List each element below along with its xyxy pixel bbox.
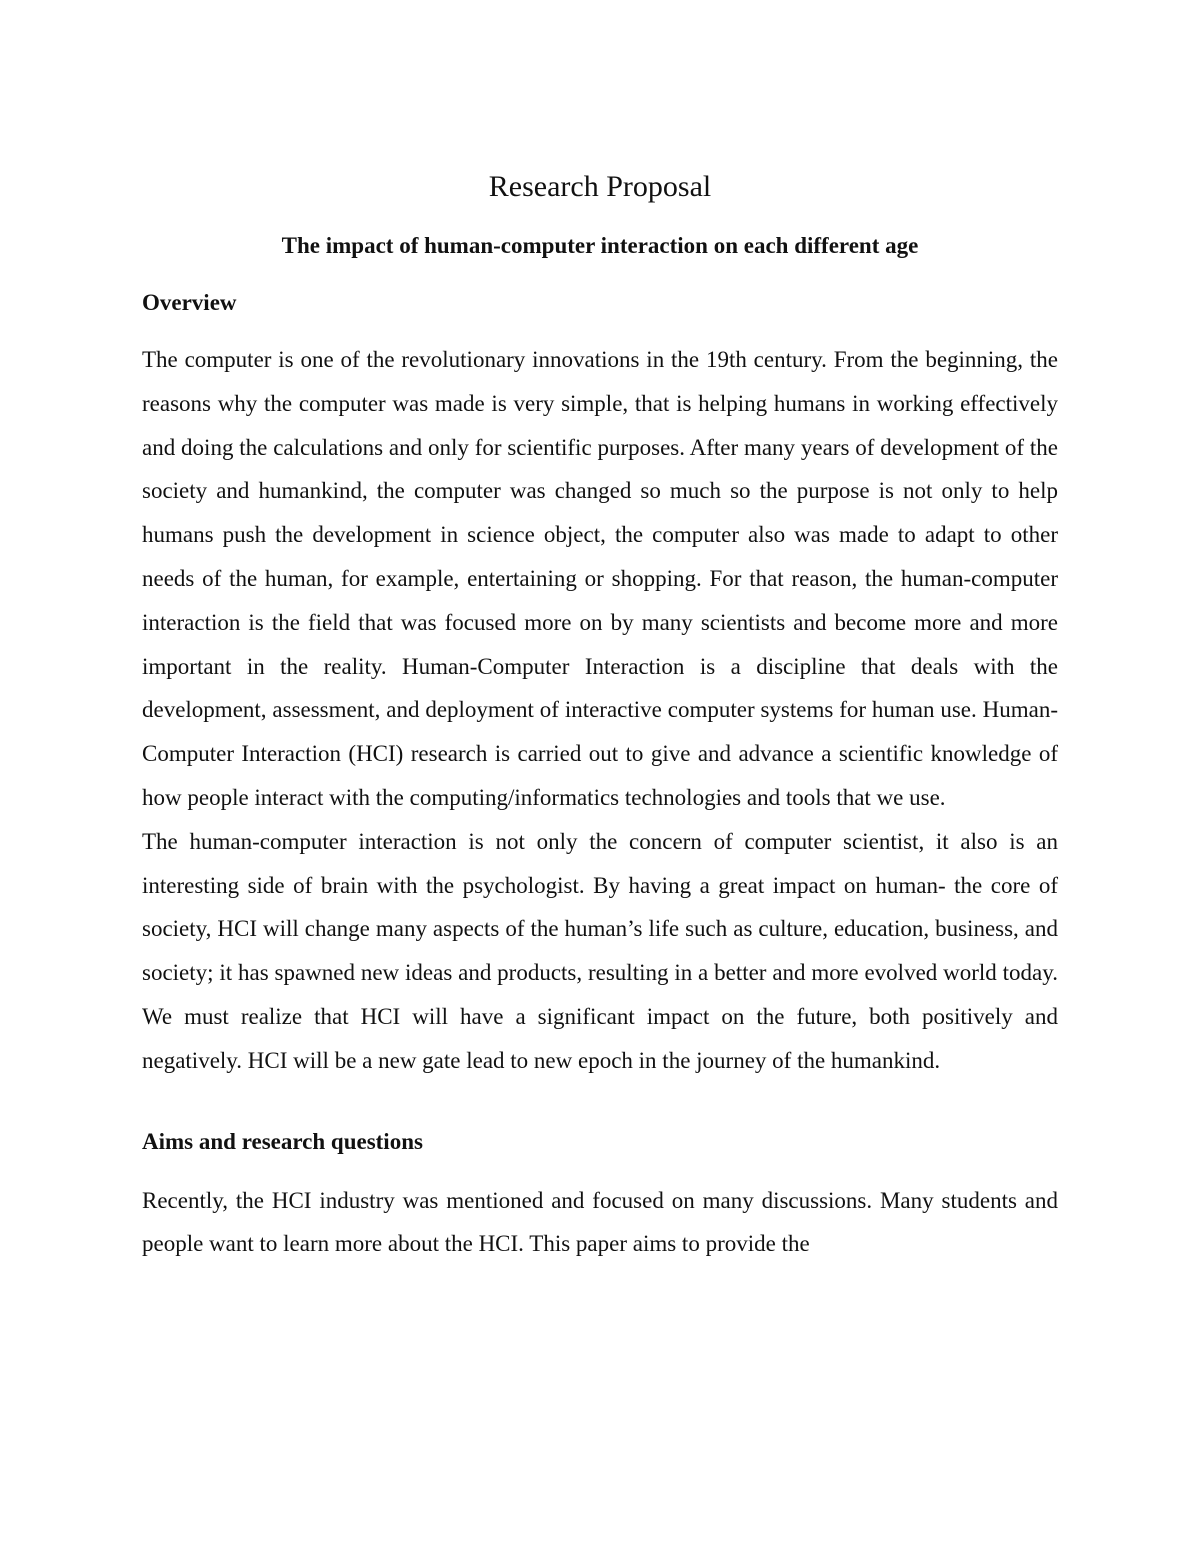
overview-paragraph-1: The computer is one of the revolutionary innovations in the 19th century. From the beginning, the reasons why the computer was made is very simple, that is helping humans in working effectively and doing the calculations and only for scientific purposes. After many years of development of the society and humankind, the computer was changed so much so the purpose is not only to help humans push the development in science object, the computer also was made to adapt to other needs of the human, for example, entertaining or shopping. For that reason, the human-computer interaction is the field that was focused more on by many scientists and become more and more important in the reality. Human-Computer Interaction is a discipline that deals with the development, assessment, and deployment of interactive computer systems for human use. Human-Computer Interaction (HCI) research is carried out to give and advance a scientific knowledge of how people interact with the computing/informatics technologies and tools that we use. xyxy=(142,347,1058,810)
aims-heading: Aims and research questions xyxy=(142,1128,423,1154)
aims-paragraph-1: Recently, the HCI industry was mentioned and focused on many discussions. Many students and people want to learn more about the HCI. This paper aims to provide the xyxy=(142,1187,1058,1257)
document-content xyxy=(142,160,1058,1266)
document-subtitle: The impact of human-computer interaction on each different age xyxy=(281,233,919,258)
document-title: Research Proposal xyxy=(488,170,712,203)
overview-paragraph-2: The human-computer interaction is not only the concern of computer scientist, it also is an interesting side of brain with the psychologist. By having a great impact on human- the core of society, HCI will change many aspects of the human’s life such as culture, education, business, and society; it has spawned new ideas and products, resulting in a better and more evolved world today. We must realize that HCI will have a significant impact on the future, both positively and negatively. HCI will be a new gate lead to new epoch in the journey of the humankind. xyxy=(142,828,1058,1073)
overview-heading: Overview xyxy=(142,290,237,315)
